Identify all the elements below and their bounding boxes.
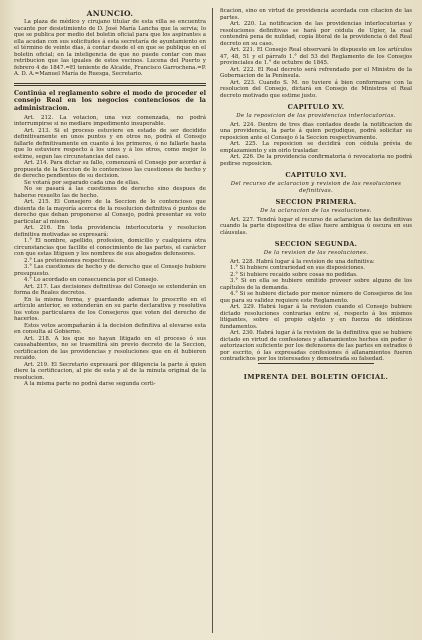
- paragraph: A la misma parte no podrá darse segunda certi-: [24, 381, 156, 388]
- paragraph: 3.° Si en ella se hubiere omitido proveer sobre alguno de los capítulos de la demanda.: [220, 278, 412, 291]
- section-one-subtitle: De la aclaracion de las resoluciones.: [260, 208, 372, 214]
- articles-220-223: [220, 21, 412, 99]
- paragraph: 2.° Si hubiere recaido sobre cosas no pedidas.: [230, 271, 358, 278]
- paragraph: 2.° Las pretensiones respectivas.: [24, 257, 116, 264]
- anuncio-text: La plaza de médico y cirujano titular de esta villa se encuentra vacante por desistimiento de D. José María Lancha que la servia; lo que se publica por medio del boletin oficial para que los aspirantes a ella acudan con sus solicitudes á esta secretaría de ayuntamiento en el término de veinte dias, á contar desde el en que se publique en el boletin oficial; en la inteligencia de que no puede contar con mas retribucion que las iguales de estos vecinos. Lucena del Puerto y febrero 4 de 1847.=El teniente de Alcalde, Francisco Garrochena.=P. A. D. A.=Manuel María de Ruesga, Secretario.: [14, 19, 206, 77]
- paragraph: Art. 219. El Secretario expresará por diligencia la parte á quien diere la certificacion, al pie de esta y al de la minuta original de la resolucion.: [14, 361, 206, 381]
- paragraph: Art. 215. El Consejero de la Seccion de lo contencioso que disienta de la mayoría acerca de la resolucion definitiva ó puntos de derecho que deban proponerse al Consejo, podrá presentar su voto particular al mismo.: [14, 199, 206, 225]
- paragraph: Art. 223. Cuando S. M. no tuviere á bien conformarse con la resolucion del Consejo, dictará en Consejo de Ministros el Real decreto motivado que estime justo.: [220, 79, 412, 99]
- paragraph: 4.° Si se hubiere dictado por menor número de Consejeros de los que para su validez requiere este Reglamento.: [220, 291, 412, 304]
- section-two-title: SECCION SEGUNDA.: [274, 240, 358, 248]
- column-divider: [212, 8, 213, 633]
- paragraph: Art. 226. De la providencia confirmatoria ó revocatoria no podrá pedirse reposicion.: [220, 154, 412, 167]
- paragraph: En la misma forma, y guardando ademas lo prescrito en el artículo anterior, se extenderán en su parte declarativa y resolutiva los votos particulares de los Consejeros que voten del derecho de hacerlos.: [14, 296, 206, 323]
- paragraph: Se votará por separado cada una de ellas.: [24, 179, 140, 186]
- paragraph: 1.° El nombre, apellido, profesion, domicilio y cualquiera otra circunstancias que facilite el conocimiento de las partes, el carácter con que estas litiguen y los nombres de sus abogados defensores.: [14, 238, 206, 258]
- paragraph: Art. 225. La reposicion se decidirá con cédula prévia de emplazamiento y sin oirlo trasladar.: [220, 141, 412, 154]
- paragraph: Art. 228. Habrá lugar á la revision de una definitiva:: [230, 258, 375, 265]
- paragraph: Estos votos acompañarán á la decision definitiva al elevarse esta en consulta al Gobierno.: [14, 322, 206, 336]
- paragraph: Art. 230. Habrá lugar á la revision de la definitiva que se hubiere dictado en virtud de confesiones y allanamientos hechos sin poder ó autorizacion suficiente por los defensores de las partes en estrados ó por escrito, ó las expresadas confesiones ó allanamientos fueren contradichos por los interesados y demostrada su falsedad.: [220, 330, 412, 362]
- chapter-xvi-subtitle: Del recurso de aclaracion y revision de las resoluciones definitivas.: [230, 181, 402, 194]
- left-paragraphs: [14, 115, 206, 388]
- paragraph: 3.° Las cuestiones de hecho y de derecho que el Consejo hubiere presupuesto.: [14, 264, 206, 277]
- paragraph: Art. 217. Las decisiones definitivas del Consejo se extenderán en forma de Reales decretos.: [14, 283, 206, 297]
- paragraph: No se pasará á las cuestiones de derecho sino despues de haberse resuelto las de hecho.: [14, 186, 206, 199]
- articles-228-230: [220, 259, 412, 363]
- reglamento-heading: Continúa el reglamento sobre el modo de proceder el consejo Real en los negocios contenciosos de la administracion.: [14, 90, 206, 112]
- paragraph: Art. 229. Habrá lugar á la revision cuando el Consejo hubiere dictado resoluciones contrarias entre sí, respecto á los mismos litigantes, sobre el propio objeto y en fuerza de idénticos fundamentos.: [220, 304, 412, 330]
- article-227: [220, 217, 412, 237]
- chapter-xv-subtitle: De la reposicion de las providencias interlocutorias.: [236, 113, 396, 119]
- paragraph: Art. 227. Tendrá lugar el recurso de aclaracion de las definitivas cuando la parte dispositiva de ellas fuere ambigua ú oscura en sus cláusulas.: [220, 216, 412, 236]
- paragraph: 1.° Si hubiere contrariedad en sus disposiciones.: [230, 265, 366, 271]
- paragraph: Art. 218. A los que no hayan litigado en el proceso ó sus causahabientes, no se trasmitirá sin previo decreto de la Seccion, certificacion de las providencias y resoluciones que en él hubieren recaido.: [14, 335, 206, 362]
- chapter-xv-title: CAPITULO XV.: [287, 103, 345, 111]
- chapter-xvi-title: CAPITULO XVI.: [285, 171, 347, 179]
- paragraph: Art. 222. El Real decreto será refrendado por el Ministro de la Gobernacion de la Península.: [220, 66, 412, 79]
- footer-rule: [258, 363, 373, 364]
- paragraph: Art. 221. El Consejo Real observará lo dispuesto en los artículos 47, 48, 51 y el párrafo 1.° del 53 del Reglamento de los Consejos provinciales de 1.° de octubre de 1845.: [220, 47, 412, 66]
- continuation-text: ficacion, sino en virtud de providencia acordada con citacion de las partes.: [220, 8, 412, 21]
- paragraph: 4.° Lo acordado en consecuencia por el Consejo.: [24, 277, 159, 284]
- section-separator: [14, 83, 206, 87]
- articles-224-226: [220, 122, 412, 168]
- paragraph: Art. 212. La votacion, una vez comenzada, no podrá interrumpirse si no mediare impedimento insuperable.: [14, 114, 206, 128]
- section-one-title: SECCION PRIMERA.: [275, 198, 357, 206]
- anuncio-title: ANUNCIO.: [86, 9, 134, 18]
- paragraph: Art. 220. La notificacion de las providencias interlocutorias y resoluciones definitivas se hará por cédula de Ugier, la cual contendrá pena de nulidad, copia literal de la providencia ó del Real decreto en su caso.: [220, 21, 412, 47]
- right-column: [220, 8, 412, 380]
- printer-imprint: IMPRENTA DEL BOLETIN OFICIAL.: [243, 372, 389, 381]
- paragraph: Art. 224. Dentro de tres dias contados desde la notificacion de una providencia, la parte á quien perjudique, podrá solicitar su reposicion ante el Consejo ó la Seccion respectivamente.: [220, 121, 412, 141]
- paragraph: Art. 216. En toda providencia interlocutoria y resolucion definitiva motivadas se expresará:: [14, 225, 206, 238]
- section-two-subtitle: De la revision de las resoluciones.: [263, 250, 369, 256]
- paragraph: Art. 214. Para dictar su fallo, comenzará el Consejo por acordar á propuesta de la Seccion de lo contencioso las cuestiones de hecho y de derecho pendientes de su decision.: [14, 160, 206, 180]
- paragraph: Art. 213. Si el proceso estuviere en estado de ser decidido definitivamente en unos puntos y en otros no, podrá el Consejo fallarle definitivamente en cuanto á los primeros, ó no fallarle hasta que lo estuviere respecto á los unos y á los otros, como mejor lo estime, segun las circunstancias del caso.: [14, 127, 206, 160]
- left-column: [14, 8, 206, 388]
